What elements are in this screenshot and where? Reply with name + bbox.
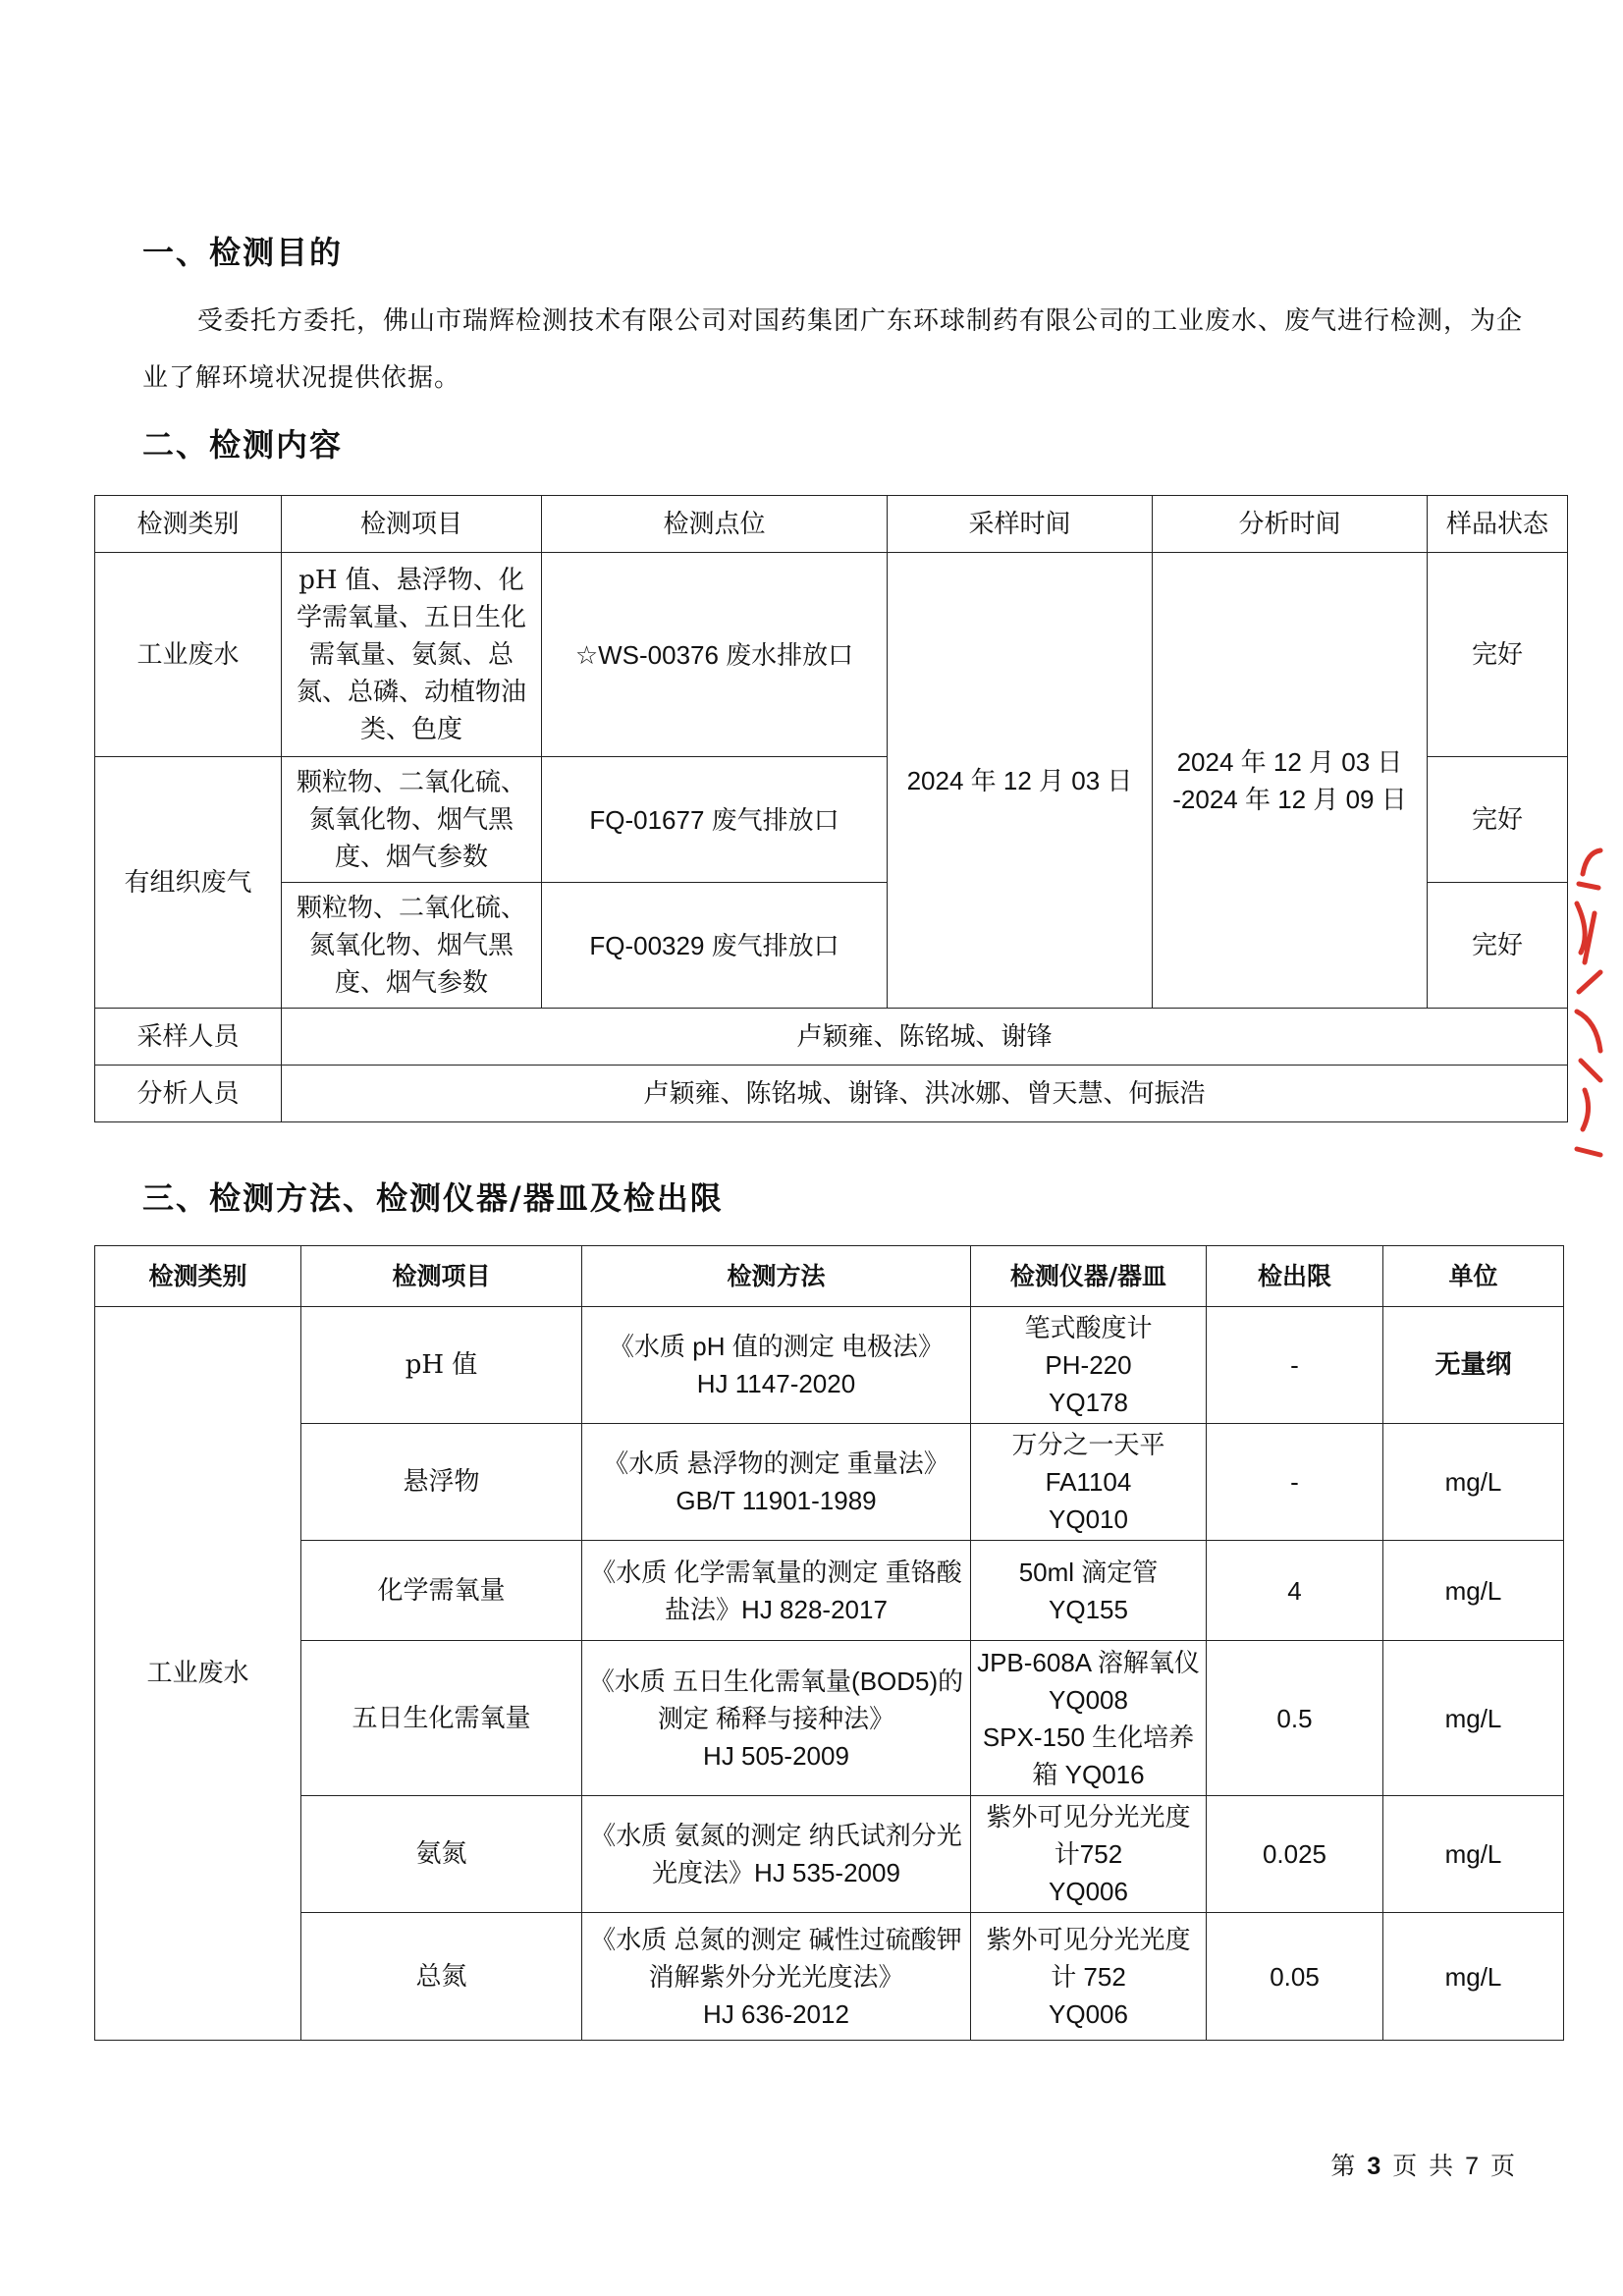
- category-cell: 工业废水: [95, 553, 282, 757]
- status-cell: 完好: [1428, 553, 1568, 757]
- analysis-time-cell: [1153, 553, 1428, 1009]
- detection-content-table: [94, 495, 1568, 1122]
- sampling-time-cell: 2024 年 12 月 03 日: [888, 553, 1153, 1009]
- header-cell: 采样时间: [888, 496, 1153, 553]
- limit-cell: 0.025: [1207, 1796, 1383, 1913]
- instrument-cell: [971, 1541, 1207, 1641]
- unit-cell: 无量纲: [1383, 1307, 1564, 1424]
- footer-prefix: 第: [1330, 2152, 1358, 2180]
- footer-suffix: 页: [1489, 2152, 1517, 2180]
- category-cell: 有组织废气: [95, 757, 282, 1009]
- table-row: [95, 1009, 1568, 1066]
- analysts-label: 分析人员: [95, 1066, 282, 1122]
- section1-title: 一、检测目的: [142, 234, 344, 271]
- section2-title: 二、检测内容: [142, 426, 344, 464]
- instrument-line: YQ155: [1049, 1594, 1128, 1624]
- limit-cell: 0.05: [1207, 1913, 1383, 2041]
- method-cell: [582, 1307, 971, 1424]
- status-cell: 完好: [1428, 757, 1568, 883]
- method-table: [94, 1245, 1564, 2041]
- unit-cell: mg/L: [1383, 1541, 1564, 1641]
- method-line: 《水质 总氮的测定 碱性过硫酸钾消解紫外分光光度法》: [590, 1924, 962, 1992]
- header-cell: 检测方法: [582, 1246, 971, 1307]
- instrument-cell: [971, 1913, 1207, 2041]
- method-line: 《水质 悬浮物的测定 重量法》: [603, 1449, 949, 1478]
- limit-cell: 0.5: [1207, 1641, 1383, 1796]
- instrument-line: YQ178: [1049, 1388, 1128, 1417]
- method-cell: [582, 1641, 971, 1796]
- item-cell: 五日生化需氧量: [301, 1641, 582, 1796]
- header-cell: 检测类别: [95, 496, 282, 553]
- table-header-row: [95, 1246, 1564, 1307]
- instrument-line: 50ml 滴定管: [1018, 1557, 1159, 1587]
- table-row: [95, 1424, 1564, 1541]
- method-line: HJ 505-2009: [703, 1740, 849, 1771]
- items-cell: 颗粒物、二氧化硫、氮氧化物、烟气黑度、烟气参数: [282, 757, 542, 883]
- purpose-paragraph: 受委托方委托，佛山市瑞辉检测技术有限公司对国药集团广东环球制药有限公司的工业废水、废气进行检测，为企业了解环境状况提供依据。: [142, 306, 1524, 393]
- method-line: GB/T 11901-1989: [676, 1486, 877, 1515]
- footer-middle: 页 共: [1392, 2152, 1456, 2180]
- items-cell: pH 值、悬浮物、化学需氧量、五日生化需氧量、氨氮、总氮、总磷、动植物油类、色度: [282, 553, 542, 757]
- table-row: [95, 1307, 1564, 1424]
- unit-cell: mg/L: [1383, 1641, 1564, 1796]
- point-cell: FQ-01677 废气排放口: [542, 757, 888, 883]
- instrument-line: 笔式酸度计: [1024, 1313, 1153, 1342]
- page-footer: [1330, 2147, 1517, 2182]
- unit-cell: mg/L: [1383, 1796, 1564, 1913]
- analysts-value: 卢颖雍、陈铭城、谢锋、洪冰娜、曾天慧、何振浩: [282, 1066, 1568, 1122]
- table-row: [95, 1641, 1564, 1796]
- table-row: [95, 1913, 1564, 2041]
- method-cell: 《水质 氨氮的测定 纳氏试剂分光光度法》HJ 535-2009: [582, 1796, 971, 1913]
- section3-title: 三、检测方法、检测仪器/器皿及检出限: [142, 1179, 724, 1217]
- unit-cell: mg/L: [1383, 1424, 1564, 1541]
- instrument-line: PH-220: [1045, 1350, 1132, 1380]
- item-cell: 悬浮物: [301, 1424, 582, 1541]
- item-cell: 总氮: [301, 1913, 582, 2041]
- analysis-time-start: 2024 年 12 月 03 日: [1176, 746, 1403, 777]
- header-cell: 检测类别: [95, 1246, 301, 1307]
- limit-cell: -: [1207, 1424, 1383, 1541]
- method-line: HJ 1147-2020: [696, 1369, 856, 1398]
- instrument-line: 万分之一天平: [1011, 1430, 1165, 1459]
- header-cell: 检测项目: [301, 1246, 582, 1307]
- instrument-line: YQ008: [1049, 1684, 1128, 1715]
- instrument-cell: [971, 1307, 1207, 1424]
- instrument-cell: [971, 1641, 1207, 1796]
- unit-cell: mg/L: [1383, 1913, 1564, 2041]
- header-cell: 检测点位: [542, 496, 888, 553]
- method-line: 《水质 五日生化需氧量(BOD5)的测定 稀释与接种法》: [588, 1666, 964, 1733]
- current-page-number: 3: [1367, 2153, 1383, 2180]
- samplers-label: 采样人员: [95, 1009, 282, 1066]
- instrument-line: YQ006: [1049, 1877, 1128, 1906]
- analysis-time-end: -2024 年 12 月 09 日: [1172, 784, 1407, 814]
- seal-stroke: [1577, 850, 1600, 1155]
- instrument-line: 紫外可见分光光度计 752: [986, 1924, 1191, 1992]
- method-cell: [582, 1424, 971, 1541]
- instrument-line: JPB-608A 溶解氧仪: [977, 1647, 1200, 1677]
- items-cell: 颗粒物、二氧化硫、氮氧化物、烟气黑度、烟气参数: [282, 883, 542, 1009]
- total-page-number: 7: [1465, 2153, 1482, 2180]
- method-cell: [582, 1913, 971, 2041]
- method-cell: 《水质 化学需氧量的测定 重铬酸盐法》HJ 828-2017: [582, 1541, 971, 1641]
- instrument-line: YQ006: [1049, 1998, 1128, 2029]
- table-row: [95, 1541, 1564, 1641]
- instrument-cell: [971, 1424, 1207, 1541]
- item-cell: 氨氮: [301, 1796, 582, 1913]
- header-cell: 检测仪器/器皿: [971, 1246, 1207, 1307]
- method-line: 《水质 pH 值的测定 电极法》: [609, 1332, 944, 1361]
- header-cell: 检测项目: [282, 496, 542, 553]
- header-cell: 分析时间: [1153, 496, 1428, 553]
- point-cell: ☆WS-00376 废水排放口: [542, 553, 888, 757]
- limit-cell: 4: [1207, 1541, 1383, 1641]
- instrument-line: FA1104: [1045, 1467, 1132, 1497]
- limit-cell: -: [1207, 1307, 1383, 1424]
- seal-stamp-fragment: [1571, 845, 1606, 1159]
- item-cell: 化学需氧量: [301, 1541, 582, 1641]
- table-row: [95, 1796, 1564, 1913]
- instrument-line: YQ010: [1049, 1504, 1128, 1534]
- item-cell: pH 值: [301, 1307, 582, 1424]
- header-cell: 样品状态: [1428, 496, 1568, 553]
- table-row: [95, 1066, 1568, 1122]
- method-line: HJ 636-2012: [703, 1998, 849, 2029]
- status-cell: 完好: [1428, 883, 1568, 1009]
- instrument-line: 紫外可见分光光度计752: [986, 1802, 1191, 1869]
- instrument-cell: [971, 1796, 1207, 1913]
- table-header-row: [95, 496, 1568, 553]
- samplers-value: 卢颖雍、陈铭城、谢锋: [282, 1009, 1568, 1066]
- point-cell: FQ-00329 废气排放口: [542, 883, 888, 1009]
- header-cell: 单位: [1383, 1246, 1564, 1307]
- instrument-line: SPX-150 生化培养箱 YQ016: [982, 1722, 1195, 1789]
- table-row: [95, 553, 1568, 757]
- category-cell: 工业废水: [95, 1307, 301, 2041]
- header-cell: 检出限: [1207, 1246, 1383, 1307]
